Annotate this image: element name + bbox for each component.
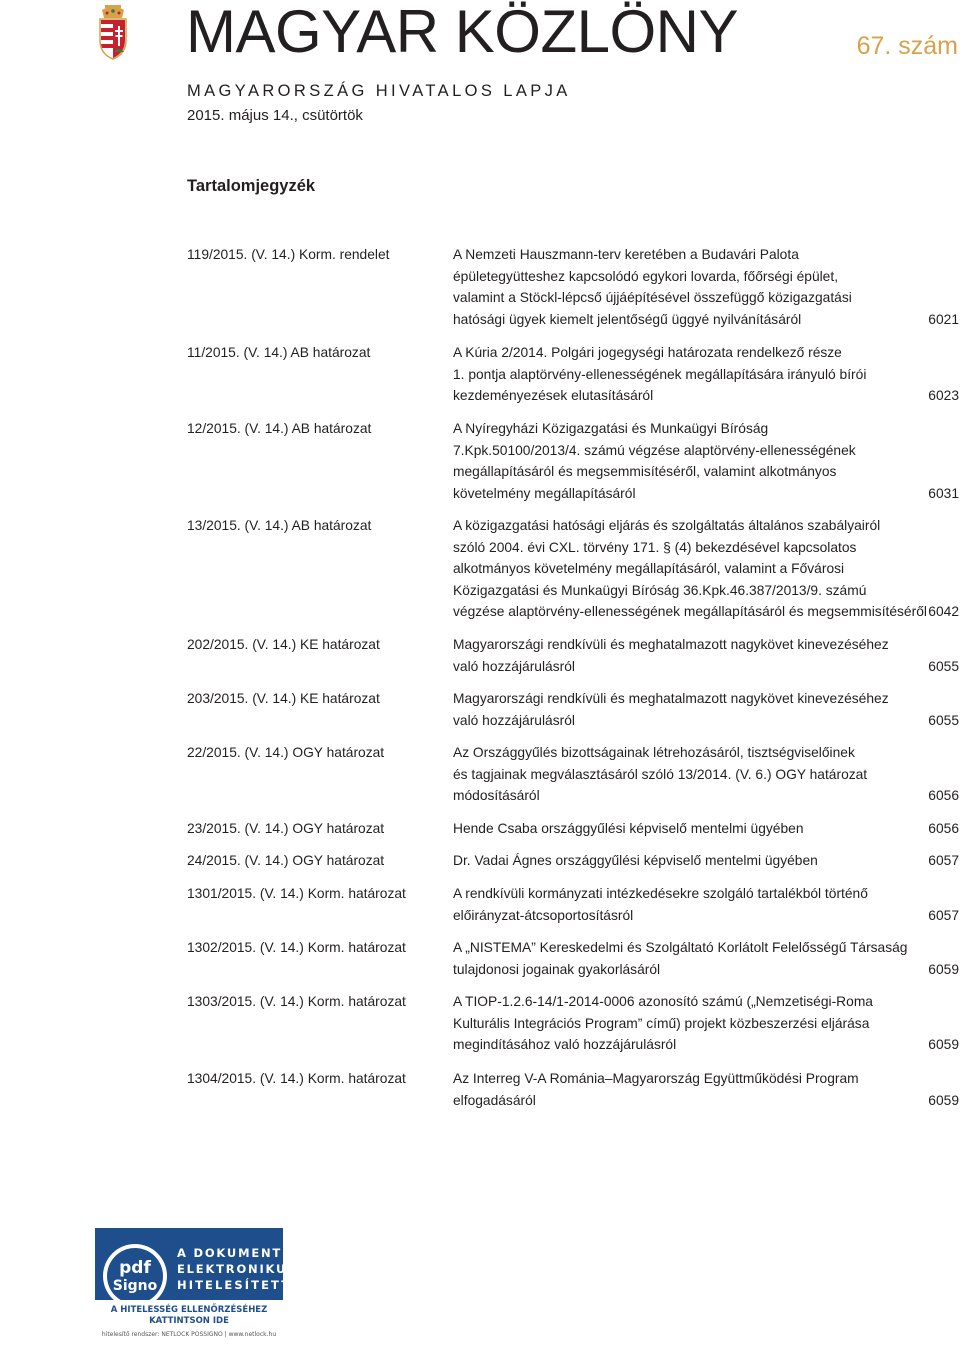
toc-entry-title	[453, 418, 959, 504]
issue-date: 2015. május 14., csütörtök	[187, 107, 363, 124]
toc-entry[interactable]	[187, 244, 959, 330]
toc-entry[interactable]	[187, 850, 959, 872]
toc-entry-title	[453, 688, 959, 731]
toc-entry-title-line: alkotmányos követelmény megállapításáról, valamint a Fővárosi	[453, 561, 845, 577]
toc-entry-reference: 202/2015. (V. 14.) KE határozat	[187, 637, 380, 652]
toc-entry-title-line: tulajdonosi jogainak gyakorlásáról	[453, 961, 661, 977]
toc-entry-title	[453, 883, 959, 926]
toc-entry-reference: 1304/2015. (V. 14.) Korm. határozat	[187, 1071, 406, 1086]
toc-entry-title-line: hatósági ügyek kiemelt jelentőségű üggyé nyilvánításáról	[453, 311, 802, 327]
toc-entry-page-number: 6057	[928, 853, 959, 868]
toc-entry-page-number: 6056	[928, 821, 959, 836]
toc-entry-reference: 1301/2015. (V. 14.) Korm. határozat	[187, 886, 406, 901]
toc-entry-page-number: 6059	[928, 961, 959, 977]
toc-entry-title-line: Az Országgyűlés bizottságainak létrehozásáról, tisztségviselőinek	[453, 745, 855, 760]
toc-entry-title	[453, 818, 959, 840]
logo-text-pdf: pdf	[119, 1258, 151, 1278]
toc-entry-title	[453, 634, 959, 677]
toc-entry-reference: 119/2015. (V. 14.) Korm. rendelet	[187, 247, 390, 262]
toc-entry-title-line: Dr. Vadai Ágnes országgyűlési képviselő mentelmi ügyében	[453, 853, 818, 868]
toc-entry[interactable]	[187, 342, 959, 407]
toc-entry[interactable]	[187, 1068, 959, 1111]
badge-line-2: ELEKTRONIKUSAN	[177, 1262, 320, 1276]
toc-entry[interactable]	[187, 418, 959, 504]
toc-entry-title-line: Magyarországi rendkívüli és meghatalmazott nagykövet kinevezéséhez	[453, 691, 889, 706]
toc-entry-reference: 22/2015. (V. 14.) OGY határozat	[187, 745, 385, 760]
toc-entry-page-number: 6021	[928, 311, 959, 327]
toc-heading: Tartalomjegyzék	[187, 177, 316, 195]
toc-entry-page-number: 6056	[928, 788, 959, 804]
toc-entry-title-line: A rendkívüli kormányzati intézkedésekre szolgáló tartalékból történő	[453, 886, 868, 901]
toc-entry-title-line: Magyarországi rendkívüli és meghatalmazott nagykövet kinevezéséhez	[453, 637, 889, 652]
badge-line-1: A DOKUMENTUM	[177, 1246, 307, 1260]
toc-entry-reference: 24/2015. (V. 14.) OGY határozat	[187, 853, 385, 868]
toc-entry[interactable]	[187, 515, 959, 623]
toc-entry-page-number: 6031	[928, 485, 959, 501]
toc-entry-title	[453, 1068, 959, 1111]
toc-entry[interactable]	[187, 818, 959, 840]
toc-entry-title-line: és tagjainak megválasztásáról szóló 13/2014. (V. 6.) OGY határozat	[453, 766, 868, 782]
toc-entry-page-number: 6059	[928, 1092, 959, 1108]
toc-entry-page-number: 6055	[928, 658, 959, 674]
toc-entry-title	[453, 515, 959, 623]
toc-entry-title-line: való hozzájárulásról	[453, 658, 575, 674]
toc-entry-title-line: kezdeményezések elutasításáról	[453, 388, 654, 404]
toc-entry-title-line: előirányzat-átcsoportosításról	[453, 907, 634, 923]
toc-entry-title-line: A Kúria 2/2014. Polgári jogegységi határozata rendelkező része	[453, 345, 842, 360]
toc-entry-reference: 11/2015. (V. 14.) AB határozat	[187, 345, 371, 360]
toc-entry-page-number: 6023	[928, 388, 959, 404]
toc-entry-title-line: Közigazgatási és Munkaügyi Bíróság 36.Kpk.46.387/2013/9. számú	[453, 582, 867, 598]
toc-entry-title-line: módosításáról	[453, 788, 540, 804]
logo-text-signo: Signo	[112, 1278, 158, 1294]
toc-entry-title	[453, 850, 959, 872]
badge-line-3: HITELESÍTETT	[177, 1278, 292, 1292]
toc-entry-reference: 1303/2015. (V. 14.) Korm. határozat	[187, 994, 406, 1009]
toc-entry-title-line: A Nemzeti Hauszmann-terv keretében a Budavári Palota	[453, 247, 799, 262]
toc-entry-title-line: követelmény megállapításáról	[453, 485, 636, 501]
coat-of-arms-icon	[95, 4, 131, 60]
toc-entry-title-line: 1. pontja alaptörvény-ellenességének megállapítására irányuló bírói	[453, 366, 867, 382]
toc-entry-title-line: valamint a Stöckl-lépcső újjáépítésével összefüggő közigazgatási	[453, 290, 852, 306]
toc-entry-title-line: megindításához való hozzájárulásról	[453, 1037, 677, 1053]
toc-entry-title-line: 7.Kpk.50100/2013/4. számú végzése alaptörvény-ellenességének	[453, 442, 856, 458]
toc-entry-title-line: A közigazgatási hatósági eljárás és szolgáltatás általános szabályairól	[453, 518, 881, 533]
toc-entry[interactable]	[187, 883, 959, 926]
toc-entry-title	[453, 742, 959, 807]
issue-number: 67. szám	[856, 32, 958, 60]
badge-verify-text: A HITELESSÉG ELLENŐRZÉSÉHEZ	[110, 1305, 268, 1315]
toc-entry-title-line: való hozzájárulásról	[453, 712, 575, 728]
toc-entry-title-line: Kulturális Integrációs Program” című) projekt közbeszerzési eljárása	[453, 1015, 870, 1031]
toc-entry-reference: 12/2015. (V. 14.) AB határozat	[187, 421, 372, 436]
toc-entry-title-line: végzése alaptörvény-ellenességének megállapításáról és megsemmisítéséről	[453, 604, 927, 620]
toc-entry-title	[453, 244, 959, 330]
toc-entry-title-line: épületegyütteshez kapcsolódó egykori lovarda, főőrségi épület,	[453, 268, 839, 284]
toc-entry-page-number: 6042	[928, 604, 959, 620]
toc-entry-title-line: Az Interreg V-A Románia–Magyarország Együttműködési Program	[453, 1071, 859, 1086]
toc-entry-title-line: megállapításáról és megsemmisítéséről, valamint alkotmányos	[453, 464, 837, 480]
toc-entry-title-line: A „NISTEMA” Kereskedelmi és Szolgáltató Korlátolt Felelősségű Társaság	[453, 940, 908, 955]
toc-entry-reference: 13/2015. (V. 14.) AB határozat	[187, 518, 372, 533]
toc-entry-page-number: 6057	[928, 907, 959, 923]
badge-click-here-link[interactable]: KATTINTSON IDE	[149, 1316, 229, 1326]
toc-entry-reference: 1302/2015. (V. 14.) Korm. határozat	[187, 940, 406, 955]
publication-title: MAGYAR KÖZLÖNY	[186, 0, 738, 65]
toc-entry-title-line: A TIOP-1.2.6-14/1-2014-0006 azonosító számú („Nemzetiségi-Roma	[453, 994, 873, 1009]
badge-footer-text: hitelesítő rendszer: NETLOCK POSSIGNO | www.netlock.hu	[101, 1331, 277, 1338]
toc-entry[interactable]	[187, 991, 959, 1056]
publication-subtitle: MAGYARORSZÁG HIVATALOS LAPJA	[187, 82, 571, 100]
toc-entry-title-line: szóló 2004. évi CXL. törvény 171. § (4) bekezdésével kapcsolatos	[453, 539, 857, 555]
authentication-badge[interactable]	[95, 1228, 320, 1344]
toc-entry-reference: 23/2015. (V. 14.) OGY határozat	[187, 821, 385, 836]
toc-entry-title	[453, 937, 959, 980]
toc-entry-title-line: elfogadásáról	[453, 1092, 536, 1108]
toc-entry-title-line: A Nyíregyházi Közigazgatási és Munkaügyi Bíróság	[453, 421, 769, 436]
toc-entry[interactable]	[187, 937, 959, 980]
toc-entry[interactable]	[187, 634, 959, 677]
toc-entry-page-number: 6059	[928, 1037, 959, 1053]
toc-entry-title-line: Hende Csaba országgyűlési képviselő mentelmi ügyében	[453, 821, 804, 836]
toc-entry-title	[453, 991, 959, 1056]
toc-entry-reference: 203/2015. (V. 14.) KE határozat	[187, 691, 380, 706]
toc-entry-page-number: 6055	[928, 712, 959, 728]
toc-entry[interactable]	[187, 742, 959, 807]
toc-entry-title	[453, 342, 959, 407]
toc-entry[interactable]	[187, 688, 959, 731]
